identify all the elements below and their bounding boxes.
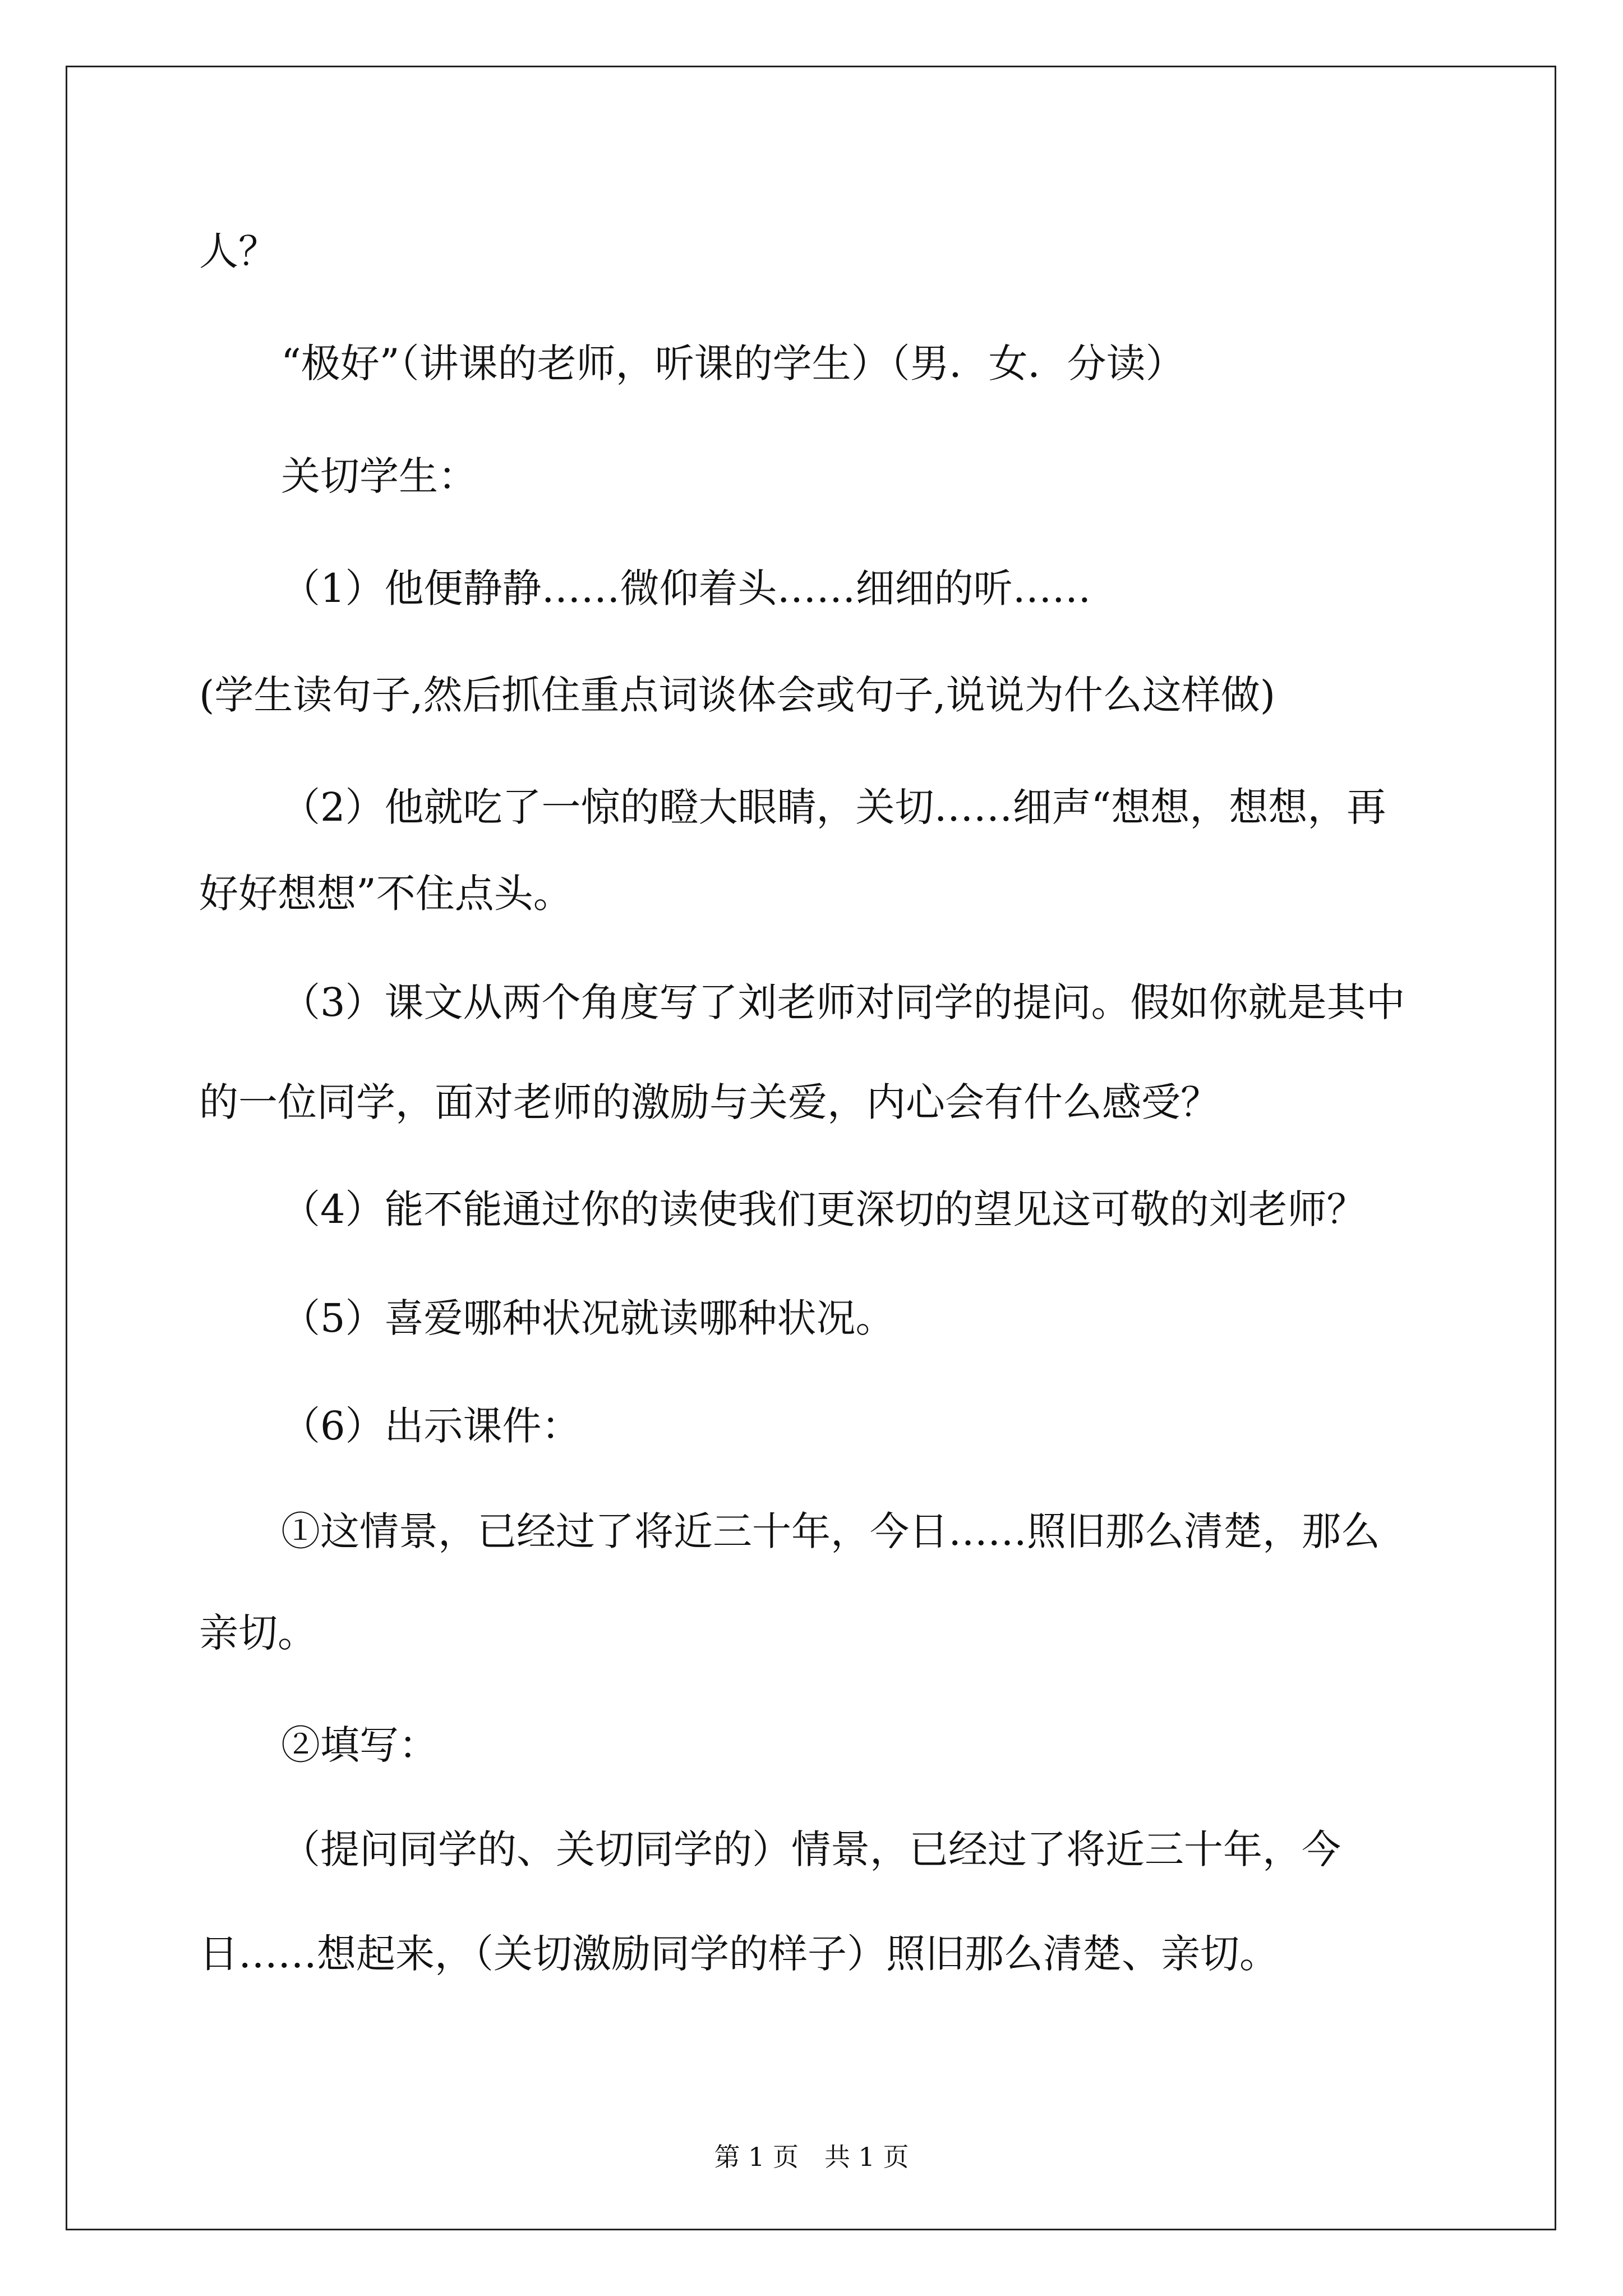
- text-line: 人？: [199, 228, 278, 274]
- text-line: 好好想想”不住点头。: [199, 871, 573, 917]
- text-line: （提问同学的、关切同学的）情景，已经过了将近三十年，今: [281, 1826, 1341, 1872]
- text-line: 关切学生：: [281, 453, 477, 499]
- page-border: [66, 66, 1556, 2230]
- text-line: （2）他就吃了一惊的瞪大眼睛，关切……细声“想想，想想，再: [281, 784, 1386, 830]
- text-line: 的一位同学，面对老师的激励与关爱，内心会有什么感受？: [199, 1079, 1220, 1125]
- text-line: 亲切。: [199, 1610, 317, 1656]
- text-line: ①这情景，已经过了将近三十年，今日……照旧那么清楚，那么: [281, 1508, 1380, 1554]
- text-line: ②填写：: [281, 1722, 438, 1768]
- text-line: （1）他便静静……微仰着头……细细的听……: [281, 565, 1091, 611]
- text-line: （5）喜爱哪种状况就读哪种状况。: [281, 1295, 895, 1341]
- text-line: （4）能不能通过你的读使我们更深切的望见这可敬的刘老师？: [281, 1186, 1366, 1232]
- page-number-footer: 第 1 页 共 1 页: [714, 2142, 909, 2172]
- text-line: (学生读句子,然后抓住重点词谈体会或句子,说说为什么这样做): [199, 672, 1276, 718]
- text-line: “极好”（讲课的老师，听课的学生）（男．女．分读）: [281, 341, 1185, 386]
- text-line: 日……想起来，（关切激励同学的样子）照旧那么清楚、亲切。: [199, 1931, 1279, 1977]
- text-line: （3）课文从两个角度写了刘老师对同学的提问。假如你就是其中: [281, 979, 1405, 1025]
- text-line: （6）出示课件：: [281, 1403, 581, 1449]
